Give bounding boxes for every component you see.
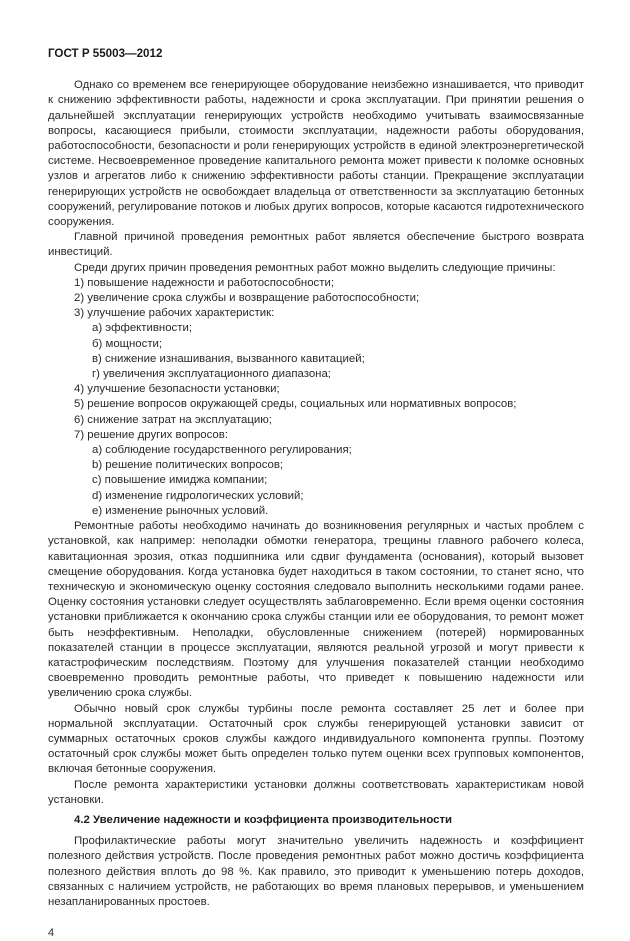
list-item: 5) решение вопросов окружающей среды, социальных или нормативных вопросов; (74, 398, 517, 411)
list-item: 6) снижение затрат на эксплуатацию; (74, 413, 272, 426)
paragraph: Ремонтные работы необходимо начинать до возникновения регулярных и частых проблем с установкой, как например: неполадки обмотки генератора, трещины главного рабочего колеса, кавитационная эрозия, отказ подшипника или сдвиг фундамента (основания), который вызовет смещение оборудования. Когда установка будет находиться в таком состоянии, то станет ясно, что техническую и экономическую оценку состояния следовало выполнить несколькими годами ранее. Оценку состояния установки следует осуществлять заблаговременно. Если время оценки состояния установки приближается к окончанию срока службы станции или ее оборудования, то ремонт может быть неэффективным. Неполадки, обусловленные снижением (потерей) нормированных показателей станции в процессе эксплуатации, являются реальной угрозой и могут привести к катастрофическим последствиям. Поэтому для улучшения показателей станции необходимо своевременно проводить ремонтные работы, что приведет к повышению надежности или увеличению срока службы. (48, 520, 584, 700)
sub-list-item: c) повышение имиджа компании; (92, 474, 268, 487)
paragraph: Главной причиной проведения ремонтных работ является обеспечение быстрого возврата инвестиций. (48, 231, 584, 259)
reasons-list (48, 276, 584, 519)
list-item: 3) улучшение рабочих характеристик: (74, 307, 275, 320)
section-heading: 4.2 Увеличение надежности и коэффициента производительности (74, 813, 453, 826)
sub-list-item: e) изменение рыночных условий. (92, 504, 269, 517)
sub-list-item: б) мощности; (92, 337, 163, 350)
sub-list-item: г) увеличения эксплуатационного диапазона; (92, 368, 331, 381)
sub-list-item: d) изменение гидрологических условий; (92, 489, 304, 502)
paragraph: Однако со временем все генерирующее оборудование неизбежно изнашивается, что приводит к снижению эффективности работы, надежности и срока эксплуатации. При принятии решения о дальнейшей эксплуатации генерирующих устройств необходимо учитывать взаимосвязанные вопросы, касающиеся прибыли, стоимости эксплуатации, надежности работы оборудования, работоспособности, безопасности и роли генерирующих устройств в единой электроэнергетической системе. Несвоевременное проведение капитального ремонта может привести к поломке основных узлов и агрегатов либо к снижению эффективности работы станции. Прекращение эксплуатации генерирующих устройств не освобождает владельца от ответственности за эксплуатацию бетонных сооружений, регулирование потоков и любых других вопросов, которые касаются гидротехнического сооружения. (48, 79, 584, 229)
sub-list-item: b) решение политических вопросов; (92, 459, 284, 472)
sub-list-item: а) соблюдение государственного регулирования; (92, 444, 352, 457)
sub-list-item: а) эффективности; (92, 322, 192, 335)
list-item: 1) повышение надежности и работоспособности; (74, 276, 334, 289)
sub-list-item: в) снижение изнашивания, вызванного кавитацией; (92, 352, 365, 365)
paragraph: Обычно новый срок службы турбины после ремонта составляет 25 лет и более при нормальной эксплуатации. Остаточный срок службы генерирующей установки зависит от суммарных остаточных сроков службы каждого индивидуального компонента группы. Поэтому остаточный срок службы может быть определен только путем оценки всех групповых компонентов, включая бетонные сооружения. (48, 702, 584, 776)
page-number: 4 (48, 927, 55, 940)
document-page (48, 46, 584, 941)
paragraph: Профилактические работы могут значительно увеличить надежность и коэффициент полезного действия устройств. После проведения ремонтных работ можно достичь коэффициента полезного действия вплоть до 98 %. Как правило, это приводит к уменьшению потерь доходов, связанных с наличием устройств, не работающих во время плановых перерывов, и уменьшением незапланированных простоев. (48, 835, 584, 908)
list-item: 2) увеличение срока службы и возвращение работоспособности; (74, 292, 420, 305)
paragraph: После ремонта характеристики установки должны соответствовать характеристикам новой установки. (48, 778, 584, 806)
paragraph: Среди других причин проведения ремонтных работ можно выделить следующие причины: (74, 261, 556, 274)
document-header: ГОСТ Р 55003—2012 (48, 47, 163, 60)
list-item: 4) улучшение безопасности установки; (74, 383, 280, 396)
list-item: 7) решение других вопросов: (74, 428, 228, 441)
